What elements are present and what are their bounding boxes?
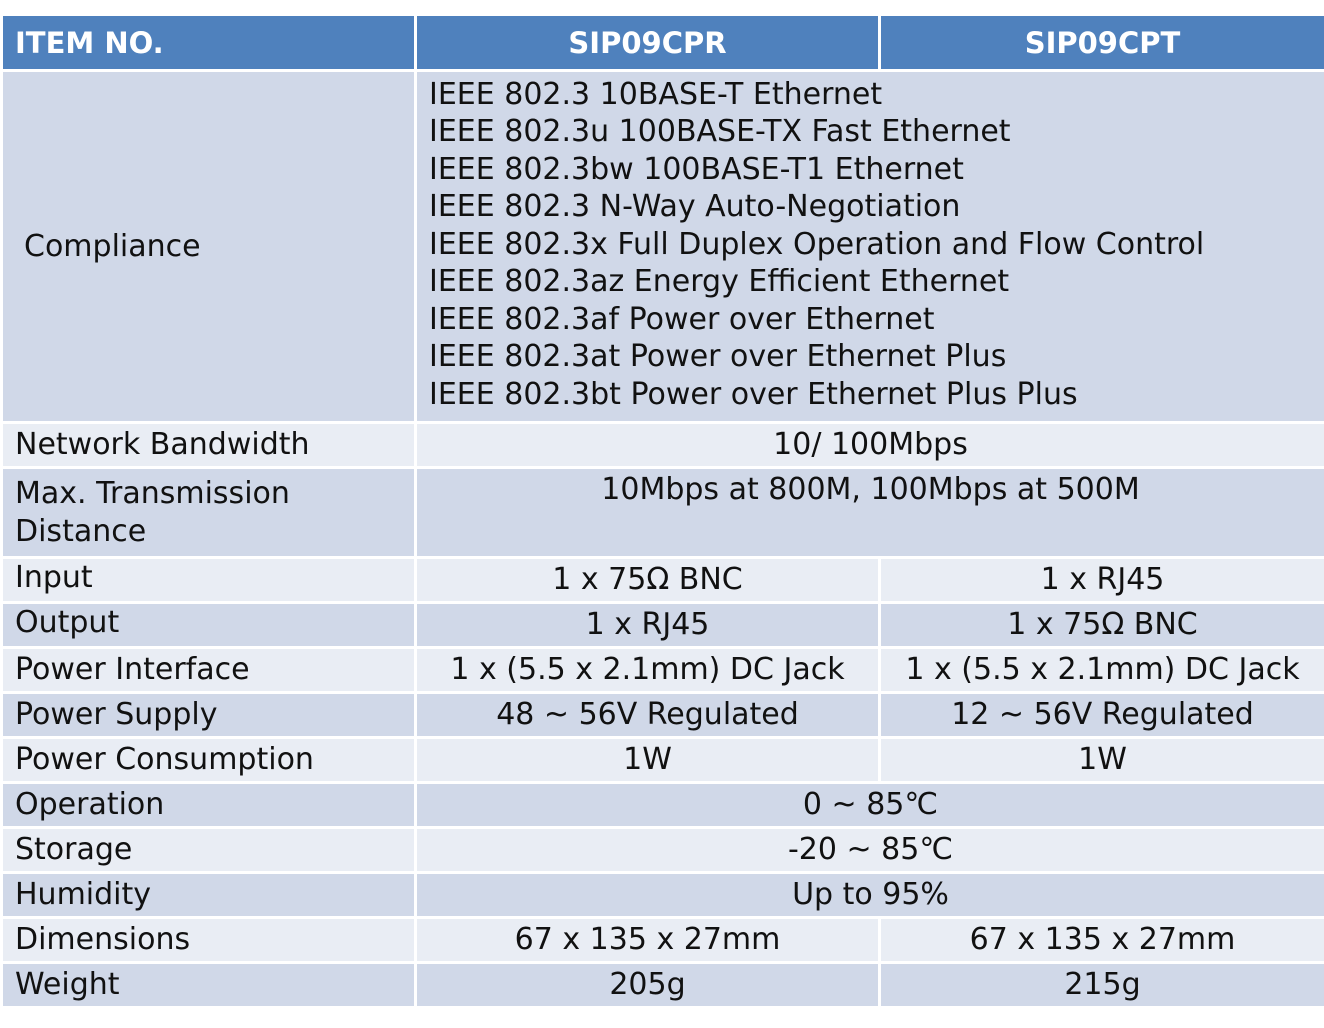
dimensions-label: Dimensions bbox=[2, 918, 416, 963]
power-supply-row bbox=[2, 693, 1324, 738]
power-interface-value-b: 1 x (5.5 x 2.1mm) DC Jack bbox=[880, 648, 1324, 693]
bandwidth-row bbox=[2, 423, 1324, 468]
storage-label: Storage bbox=[2, 828, 416, 873]
humidity-value: Up to 95% bbox=[416, 873, 1324, 918]
power-interface-label: Power Interface bbox=[2, 648, 416, 693]
distance-label-line1: Max. Transmission bbox=[15, 475, 290, 511]
power-consumption-value-a: 1W bbox=[416, 738, 880, 783]
operation-label: Operation bbox=[2, 783, 416, 828]
bandwidth-label: Network Bandwidth bbox=[2, 423, 416, 468]
power-consumption-row bbox=[2, 738, 1324, 783]
input-label: Input bbox=[2, 558, 416, 603]
dimensions-row bbox=[2, 918, 1324, 963]
compliance-item: IEEE 802.3af Power over Ethernet bbox=[429, 301, 935, 337]
power-consumption-label: Power Consumption bbox=[2, 738, 416, 783]
spec-table bbox=[0, 13, 1324, 1009]
operation-row bbox=[2, 783, 1324, 828]
input-value-a: 1 x 75Ω BNC bbox=[416, 558, 880, 603]
power-supply-label: Power Supply bbox=[2, 693, 416, 738]
item-no-header: ITEM NO. bbox=[2, 15, 416, 71]
power-interface-value-a: 1 x (5.5 x 2.1mm) DC Jack bbox=[416, 648, 880, 693]
distance-label-line2: Distance bbox=[15, 513, 147, 549]
dimensions-value-a: 67 x 135 x 27mm bbox=[416, 918, 880, 963]
distance-value: 10Mbps at 800M, 100Mbps at 500M bbox=[416, 468, 1324, 558]
compliance-item: IEEE 802.3x Full Duplex Operation and Flow Control bbox=[429, 226, 1205, 262]
compliance-item: IEEE 802.3 10BASE-T Ethernet bbox=[429, 76, 883, 112]
weight-value-a: 205g bbox=[416, 963, 880, 1008]
model-a-header: SIP09CPR bbox=[416, 15, 880, 71]
power-supply-value-a: 48 ~ 56V Regulated bbox=[416, 693, 880, 738]
operation-value: 0 ~ 85℃ bbox=[416, 783, 1324, 828]
compliance-item: IEEE 802.3 N-Way Auto-Negotiation bbox=[429, 189, 961, 225]
weight-value-b: 215g bbox=[880, 963, 1324, 1008]
bandwidth-value: 10/ 100Mbps bbox=[416, 423, 1324, 468]
humidity-label: Humidity bbox=[2, 873, 416, 918]
input-row bbox=[2, 558, 1324, 603]
output-row bbox=[2, 603, 1324, 648]
weight-label: Weight bbox=[2, 963, 416, 1008]
output-value-a: 1 x RJ45 bbox=[416, 603, 880, 648]
output-label: Output bbox=[2, 603, 416, 648]
weight-row bbox=[2, 963, 1324, 1008]
compliance-item: IEEE 802.3bt Power over Ethernet Plus Plus bbox=[429, 376, 1078, 412]
compliance-row bbox=[2, 71, 1324, 423]
compliance-item: IEEE 802.3u 100BASE-TX Fast Ethernet bbox=[429, 114, 1011, 150]
compliance-item: IEEE 802.3az Energy Efficient Ethernet bbox=[429, 264, 1010, 300]
storage-value: -20 ~ 85℃ bbox=[416, 828, 1324, 873]
compliance-list bbox=[416, 71, 1324, 423]
compliance-item: IEEE 802.3at Power over Ethernet Plus bbox=[429, 339, 1007, 375]
power-consumption-value-b: 1W bbox=[880, 738, 1324, 783]
distance-label bbox=[2, 468, 416, 558]
storage-row bbox=[2, 828, 1324, 873]
power-supply-value-b: 12 ~ 56V Regulated bbox=[880, 693, 1324, 738]
compliance-item: IEEE 802.3bw 100BASE-T1 Ethernet bbox=[429, 151, 964, 187]
output-value-b: 1 x 75Ω BNC bbox=[880, 603, 1324, 648]
power-interface-row bbox=[2, 648, 1324, 693]
humidity-row bbox=[2, 873, 1324, 918]
model-b-header: SIP09CPT bbox=[880, 15, 1324, 71]
dimensions-value-b: 67 x 135 x 27mm bbox=[880, 918, 1324, 963]
distance-row bbox=[2, 468, 1324, 558]
compliance-label: Compliance bbox=[2, 71, 416, 423]
input-value-b: 1 x RJ45 bbox=[880, 558, 1324, 603]
header-row bbox=[2, 15, 1324, 71]
